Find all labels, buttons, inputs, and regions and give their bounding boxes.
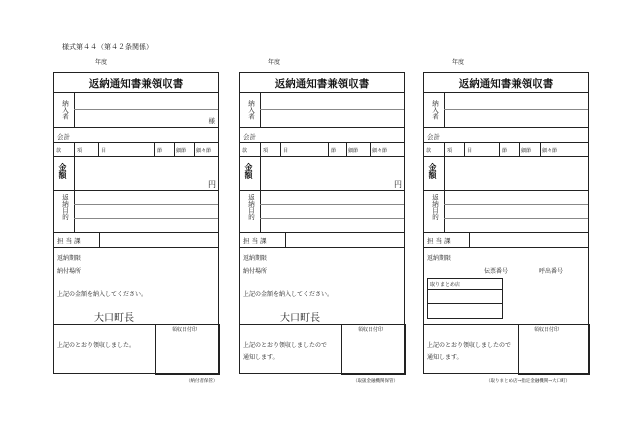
place-label: 納付場所 [243, 268, 268, 275]
reason-label: 返納目的 [61, 194, 69, 220]
form-title: 返納通知書兼領収書 [88, 78, 184, 90]
sama-label: 様 [208, 117, 215, 125]
code-setsu: 節 [157, 148, 163, 154]
mayor-name: 大口町長 [280, 313, 320, 324]
amount-label: 金額 [58, 163, 68, 179]
notice-form-payer-copy [53, 72, 219, 374]
code-moku: 目 [467, 148, 473, 154]
tanto-label: 担 当 課 [427, 237, 451, 245]
place-label: 納付場所 [57, 268, 82, 275]
code-kou: 項 [77, 148, 83, 154]
code-setsu: 節 [331, 148, 337, 154]
tanto-label: 担 当 課 [57, 237, 81, 245]
nendo-label-3: 年度 [452, 59, 465, 66]
code-kou: 項 [447, 148, 453, 154]
code-kan: 款 [56, 148, 62, 154]
deadline-label: 返納期限 [243, 255, 268, 262]
footer-note-3: （取りまとめ店→指定金融機関→大口町） [486, 379, 571, 384]
kaikei-label: 会計 [427, 133, 440, 141]
date-stamp-label: 領収日付印 [172, 327, 198, 333]
amount-label: 金額 [428, 163, 438, 179]
denpyo-label: 伝票番号 [484, 268, 509, 275]
code-saisaisetsu: 細々節 [196, 148, 212, 154]
receipt-text-line1: 上記のとおり領収しましたので [427, 342, 512, 349]
kaikei-label: 会計 [57, 133, 70, 141]
payer-label: 納入者 [431, 100, 439, 120]
yobidashi-label: 呼出番号 [539, 268, 564, 275]
footer-note-1: （納付者保管） [186, 379, 218, 384]
code-saisetsu: 細節 [521, 148, 532, 154]
payer-label: 納入者 [61, 100, 69, 120]
yen-label: 円 [208, 180, 216, 189]
instruction-text: 上記の金額を納入してください。 [57, 291, 148, 298]
footer-note-2: （取扱金融機関保管） [353, 379, 398, 384]
code-kou: 項 [263, 148, 269, 154]
code-kan: 款 [242, 148, 248, 154]
deadline-label: 返納期限 [427, 255, 452, 262]
code-moku: 目 [101, 148, 107, 154]
receipt-text: 上記のとおり領収しました。 [57, 342, 136, 349]
torimatome-label: 取りまとめ店 [430, 282, 461, 288]
code-saisetsu: 細節 [348, 148, 359, 154]
amount-label: 金額 [244, 163, 254, 179]
nendo-label-1: 年度 [95, 59, 108, 66]
form-title: 返納通知書兼領収書 [458, 78, 554, 90]
code-moku: 目 [283, 148, 289, 154]
nendo-label-2: 年度 [268, 59, 281, 66]
mayor-name: 大口町長 [94, 313, 134, 324]
deadline-label: 返納期限 [57, 255, 82, 262]
date-stamp-label: 領収日付印 [534, 327, 560, 333]
notice-form-bank-copy [239, 72, 405, 374]
kaikei-label: 会計 [243, 133, 256, 141]
date-stamp-label: 領収日付印 [358, 327, 384, 333]
notice-form-town-copy [423, 72, 589, 374]
form-title: 返納通知書兼領収書 [274, 78, 370, 90]
code-saisaisetsu: 細々節 [372, 148, 388, 154]
yen-label: 円 [394, 180, 402, 189]
reason-label: 返納目的 [247, 194, 255, 220]
code-setsu: 節 [502, 148, 508, 154]
reason-label: 返納目的 [431, 194, 439, 220]
receipt-text-line2: 通知します。 [427, 354, 463, 361]
form-number: 様式第４４（第４２条関係） [62, 43, 153, 51]
payer-label: 納入者 [247, 100, 255, 120]
receipt-text-line1: 上記のとおり領収しましたので [243, 342, 328, 349]
tanto-label: 担 当 課 [243, 237, 267, 245]
instruction-text: 上記の金額を納入してください。 [243, 291, 334, 298]
code-saisetsu: 細節 [176, 148, 187, 154]
receipt-text-line2: 通知します。 [243, 354, 279, 361]
code-kan: 款 [426, 148, 432, 154]
code-saisaisetsu: 細々節 [542, 148, 558, 154]
